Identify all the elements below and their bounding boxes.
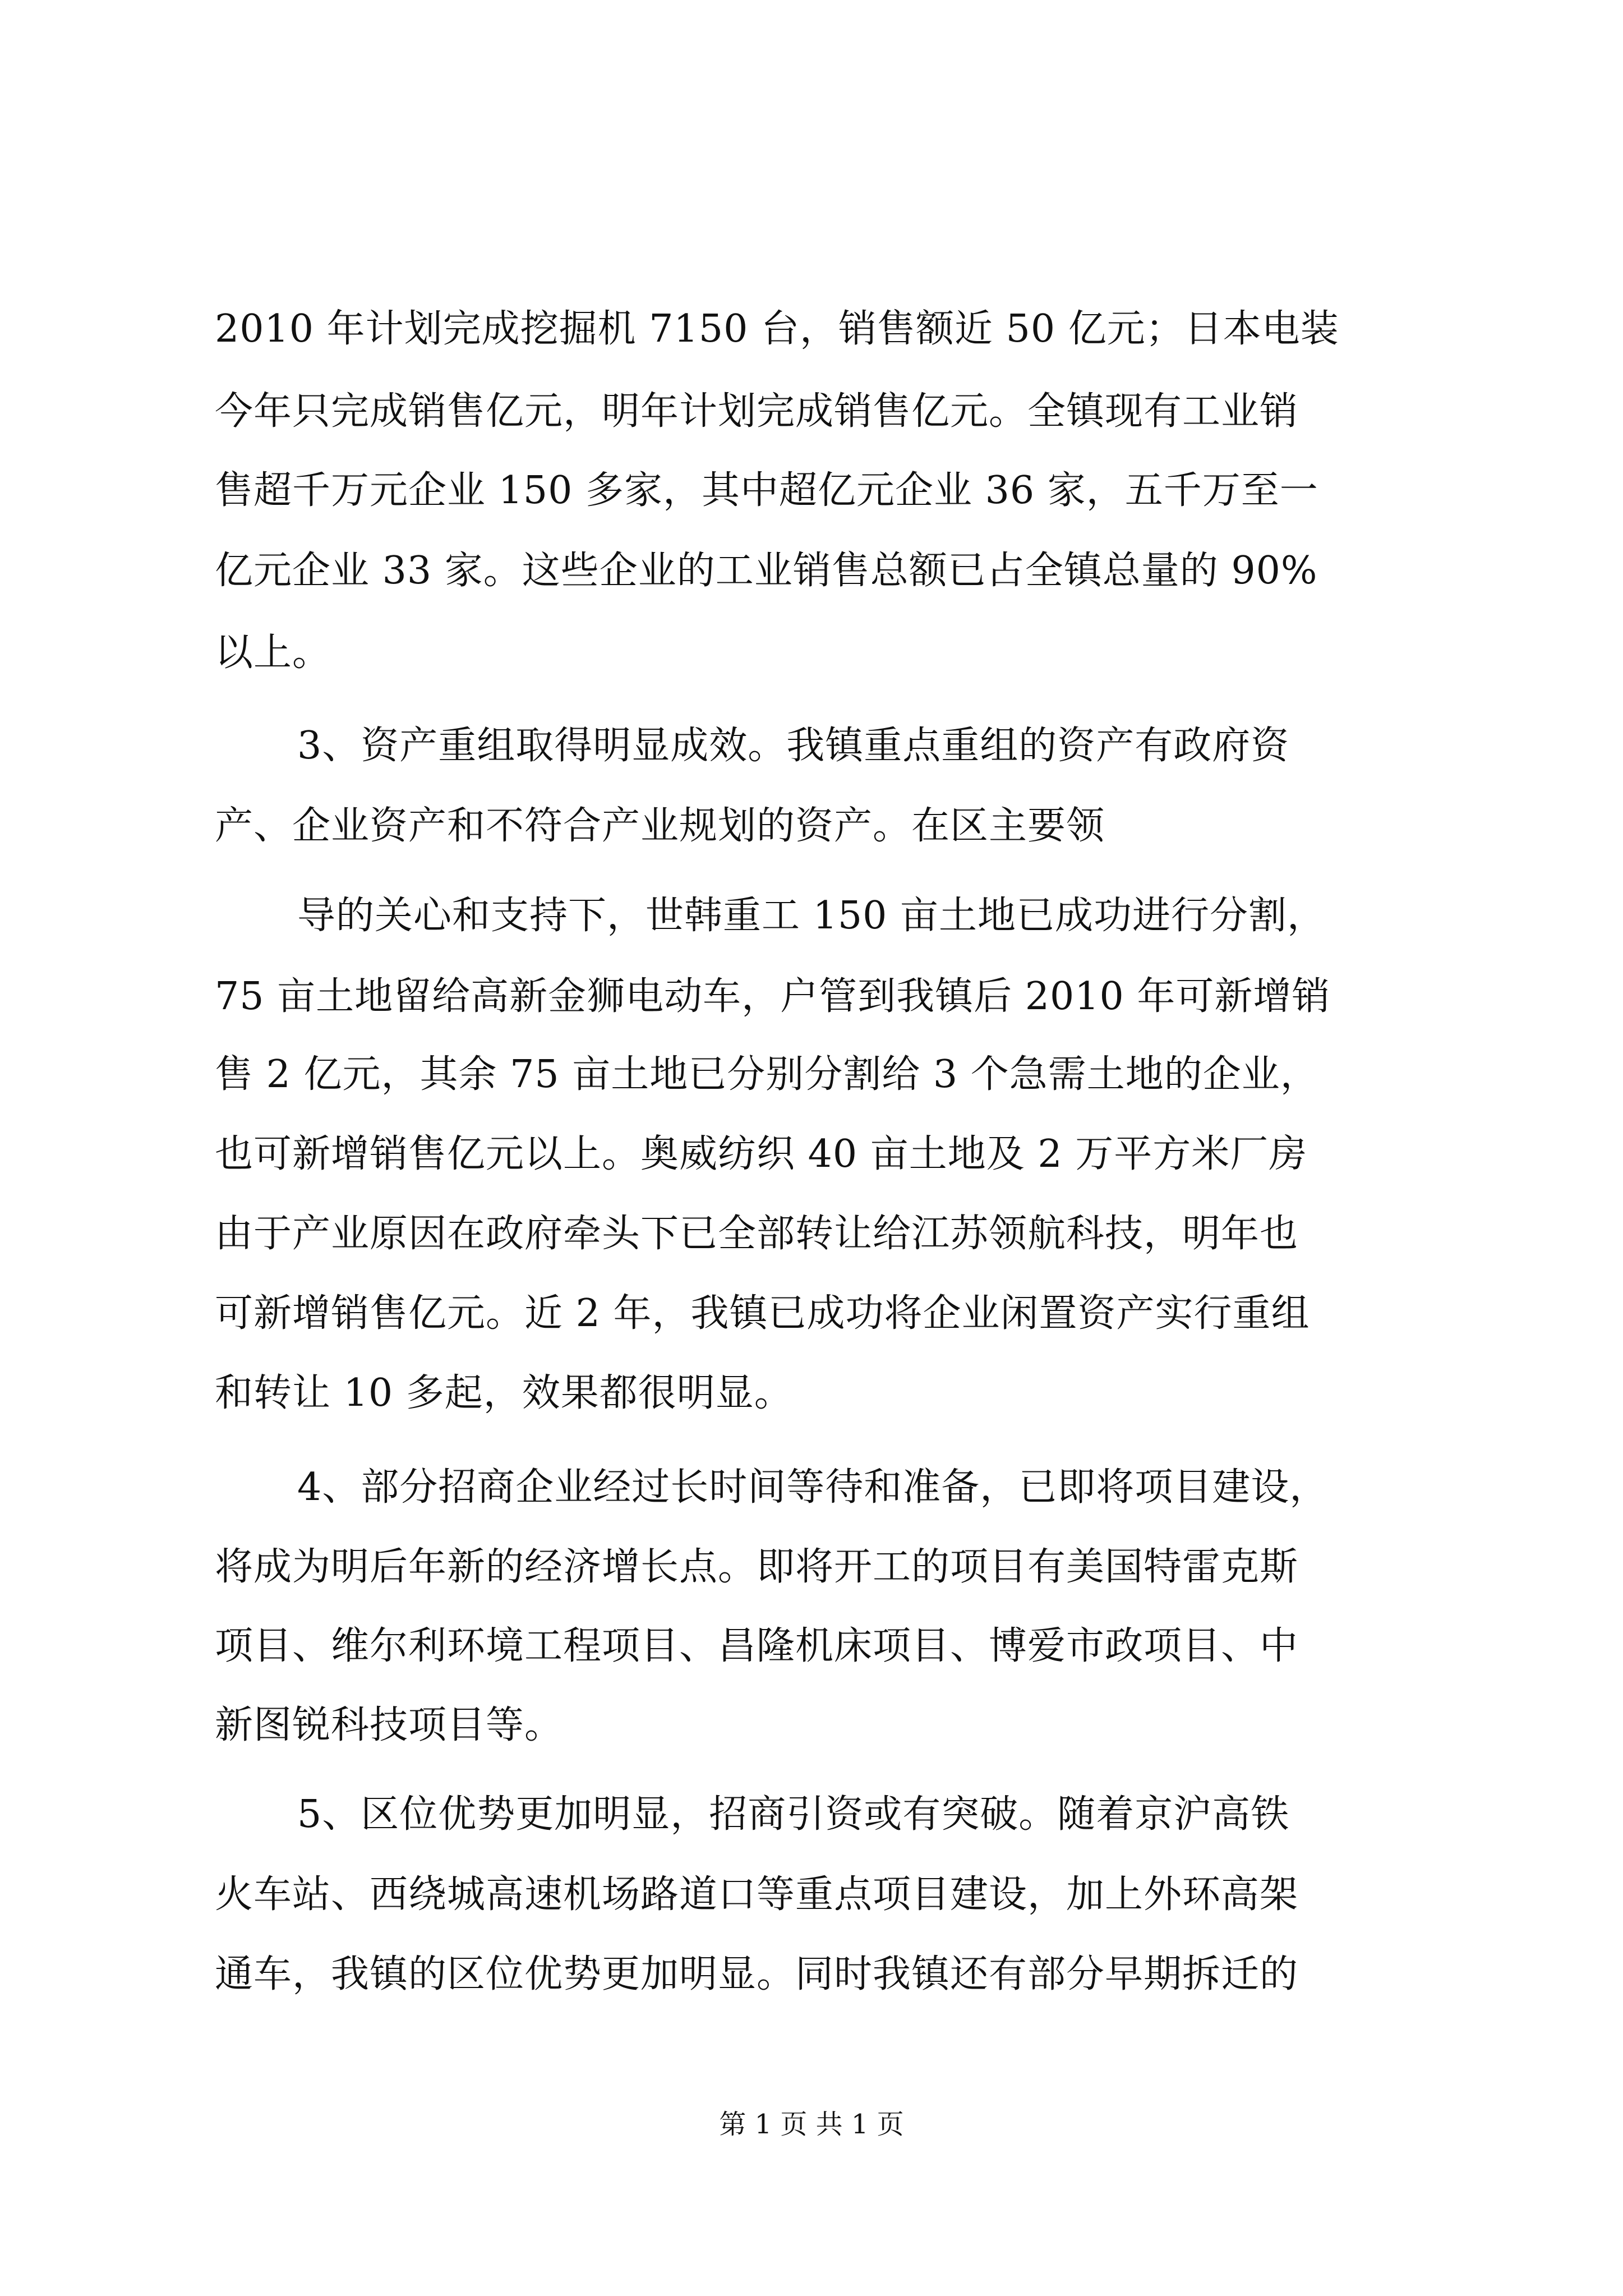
text-line: 今年只完成销售亿元，明年计划完成销售亿元。全镇现有工业销 (215, 389, 1299, 434)
text-line: 售 2 亿元，其余 75 亩土地已分别分割给 3 个急需土地的企业， (215, 1052, 1319, 1097)
text-line: 产、企业资产和不符合产业规划的资产。在区主要领 (215, 804, 1105, 848)
text-line: 5、区位优势更加明显，招商引资或有突破。随着京沪高铁 (297, 1792, 1290, 1837)
text-line: 由于产业原因在政府牵头下已全部转让给江苏领航科技，明年也 (215, 1212, 1299, 1256)
text-line: 4、部分招商企业经过长时间等待和准备，已即将项目建设， (297, 1465, 1329, 1510)
text-line: 75 亩土地留给高新金狮电动车，户管到我镇后 2010 年可新增销 (215, 974, 1331, 1019)
text-line: 以上。 (215, 631, 331, 675)
text-line: 将成为明后年新的经济增长点。即将开工的项目有美国特雷克斯 (215, 1545, 1299, 1589)
page-number-footer: 第 1 页 共 1 页 (719, 2109, 904, 2140)
text-line: 3、资产重组取得明显成效。我镇重点重组的资产有政府资 (297, 724, 1290, 768)
text-line: 新图锐科技项目等。 (215, 1703, 564, 1747)
text-line: 也可新增销售亿元以上。奥威纺织 40 亩土地及 2 万平方米厂房 (215, 1132, 1308, 1176)
text-line: 可新增销售亿元。近 2 年，我镇已成功将企业闲置资产实行重组 (215, 1291, 1310, 1336)
text-line: 通车，我镇的区位优势更加明显。同时我镇还有部分早期拆迁的 (215, 1952, 1299, 1996)
text-line: 亿元企业 33 家。这些企业的工业销售总额已占全镇总量的 90% (215, 549, 1318, 593)
text-line: 火车站、西绕城高速机场路道口等重点项目建设，加上外环高架 (215, 1872, 1299, 1917)
text-line: 售超千万元企业 150 多家，其中超亿元企业 36 家，五千万至一 (215, 468, 1318, 513)
text-line: 2010 年计划完成挖掘机 7150 台，销售额近 50 亿元；日本电装 (215, 307, 1339, 351)
text-line: 和转让 10 多起，效果都很明显。 (215, 1371, 793, 1415)
text-line: 项目、维尔利环境工程项目、昌隆机床项目、博爱市政项目、中 (215, 1624, 1299, 1668)
text-line: 导的关心和支持下，世韩重工 150 亩土地已成功进行分割， (297, 894, 1326, 938)
